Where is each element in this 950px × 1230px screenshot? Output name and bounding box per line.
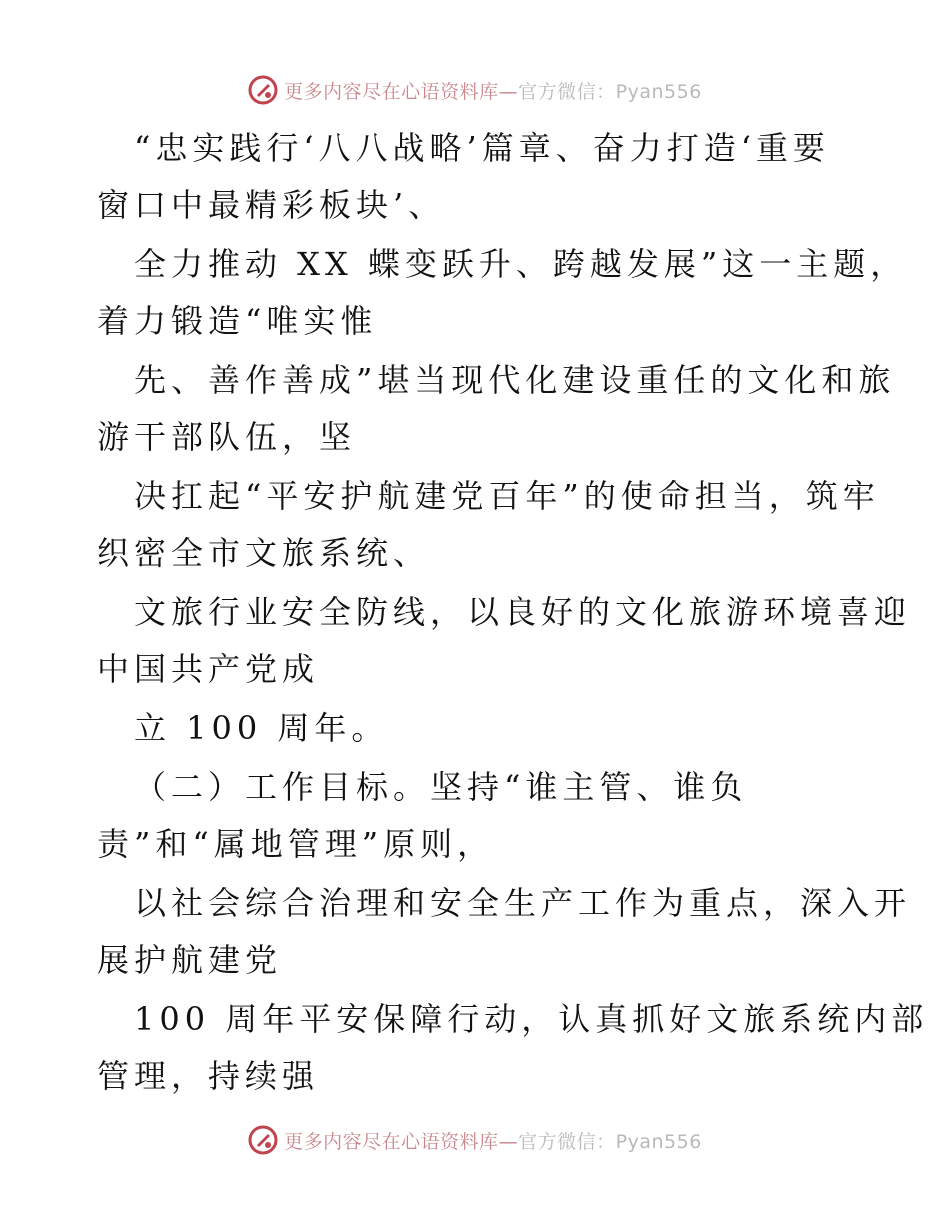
- text-line: 游干部队伍，坚: [97, 418, 357, 456]
- text-line: 先、善作善成”堪当现代化建设重任的文化和旅: [134, 361, 896, 399]
- watermark-main: 更多内容尽在心语资料库: [284, 1130, 499, 1153]
- text-line: 中国共产党成: [97, 650, 320, 688]
- text-line: 以社会综合治理和安全生产工作为重点，深入开: [134, 884, 912, 922]
- watermark-text: [284, 1127, 702, 1154]
- text-line: 全力推动 XX 蝶变跃升、跨越发展”这一主题，: [134, 245, 908, 283]
- watermark-wechat: 官方微信：Pyan556: [518, 1130, 702, 1153]
- brand-logo-icon: [248, 75, 278, 105]
- watermark-main: 更多内容尽在心语资料库: [284, 80, 499, 103]
- header-watermark: [0, 70, 950, 110]
- text-line: 展护航建党: [97, 941, 283, 979]
- text-line: 窗口中最精彩板块’、: [97, 186, 446, 224]
- text-line: 立 100 周年。: [134, 709, 389, 747]
- watermark-dash: —: [498, 80, 519, 103]
- text-line: 100 周年平安保障行动，认真抓好文旅系统内部: [134, 1000, 929, 1038]
- brand-logo-icon: [248, 1125, 278, 1155]
- watermark-text: [284, 77, 702, 104]
- text-line: 决扛起“平安护航建党百年”的使命担当，筑牢: [134, 477, 880, 515]
- text-line: （二）工作目标。坚持“谁主管、谁负: [134, 768, 748, 806]
- text-line: 织密全市文旅系统、: [97, 534, 431, 572]
- text-line: 管理，持续强: [97, 1057, 320, 1095]
- footer-watermark: [0, 1120, 950, 1160]
- text-line: 文旅行业安全防线，以良好的文化旅游环境喜迎: [134, 593, 912, 631]
- text-line: 着力锻造“唯实惟: [97, 302, 378, 340]
- watermark-wechat: 官方微信：Pyan556: [518, 80, 702, 103]
- text-line: “忠实践行‘八八战略’篇章、奋力打造‘重要: [134, 129, 830, 167]
- text-line: 责”和“属地管理”原则，: [97, 825, 495, 863]
- watermark-dash: —: [498, 1130, 519, 1153]
